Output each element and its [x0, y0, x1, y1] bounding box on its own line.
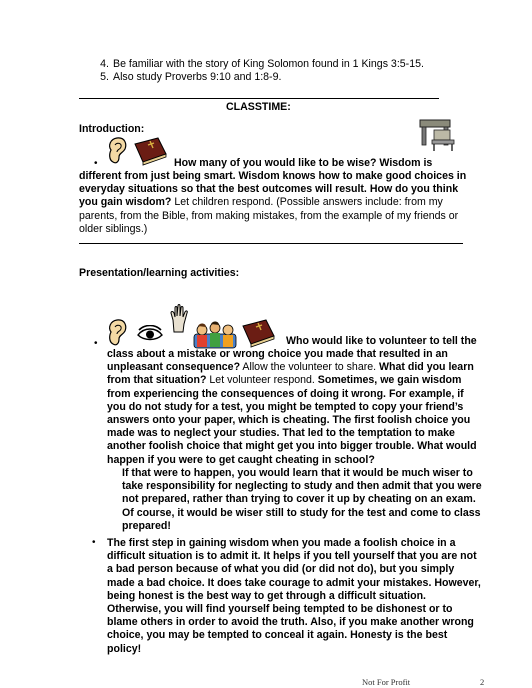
- children-group-icon: [192, 320, 238, 350]
- intro-first-line: How many of you would like to be wise? Wisdom is: [174, 157, 433, 169]
- presentation-first-line: Who would like to volunteer to tell the: [286, 335, 477, 347]
- presentation-heading: Presentation/learning activities:: [79, 267, 240, 279]
- bible-icon: [132, 136, 170, 166]
- intro-paragraph: different from just being smart. Wisdom knows how to make good choices in everyday situations so that the best outcomes will result. How do you think you gain wisdom? Let children respond. (Possible answers include: from my parents, from the Bible, from making mistakes, from the example of my friends or older siblings.): [79, 170, 467, 235]
- ear-icon: [107, 136, 129, 166]
- bullet: •: [92, 537, 96, 548]
- desk-icon: [416, 116, 458, 154]
- hand-icon: [168, 304, 190, 334]
- divider-line: [79, 243, 463, 244]
- presentation-paragraph: class about a mistake or wrong choice you made that resulted in an unpleasant consequence? Allow the volunteer to share. What did you learn from that situation? Let volunteer respond. Sometimes, we gain wisdom from experiencing the consequences of doing it wrong. For example, if you do not study for a test, you might be tempted to copy your friend’s answers onto your paper, which is cheating. The first foolish choice you made was to neglect your studies. That led to the temptation to make another foolish choice that might get you into bigger trouble. What would happen if you were to get caught cheating in school?: [107, 348, 477, 466]
- ear-icon: [107, 318, 129, 348]
- eye-icon: [136, 325, 164, 343]
- bullet: •: [94, 158, 98, 169]
- second-bullet-paragraph: The first step in gaining wisdom when you made a foolish choice in a difficult situation is to admit it. It helps if you tell yourself that you are not a bad person because of what you did (or did not do), but you simply made a bad choice. It does take courage to admit your mistakes. However, being honest is the best way to get through a difficult situation. Otherwise, you will find yourself being tempted to be dishonest or to blame others in order to avoid the truth. Also, if you make another wrong choice, you may be tempted to conceal it again. Honesty is the best policy!: [107, 537, 481, 655]
- footer-text: Not For Profit: [362, 677, 411, 687]
- classtime-heading: CLASSTIME:: [226, 101, 291, 113]
- page-number: 2: [480, 677, 485, 687]
- bullet: •: [94, 338, 98, 349]
- divider-line: [79, 98, 439, 99]
- introduction-heading: Introduction:: [79, 123, 145, 135]
- indented-paragraph: If that were to happen, you would learn that it would be much wiser to take responsibility for neglecting to study and then admit that you were not prepared, rather than trying to cover it up by cheating on an exam. Of course, it would be wiser still to study for the test and come to class prepared!: [122, 467, 482, 532]
- list-item: 5. Also study Proverbs 9:10 and 1:8-9.: [100, 71, 282, 84]
- bible-icon: [240, 318, 278, 348]
- list-item: 4. Be familiar with the story of King Solomon found in 1 Kings 3:5-15.: [100, 58, 424, 70]
- preparation-list: [92, 58, 492, 84]
